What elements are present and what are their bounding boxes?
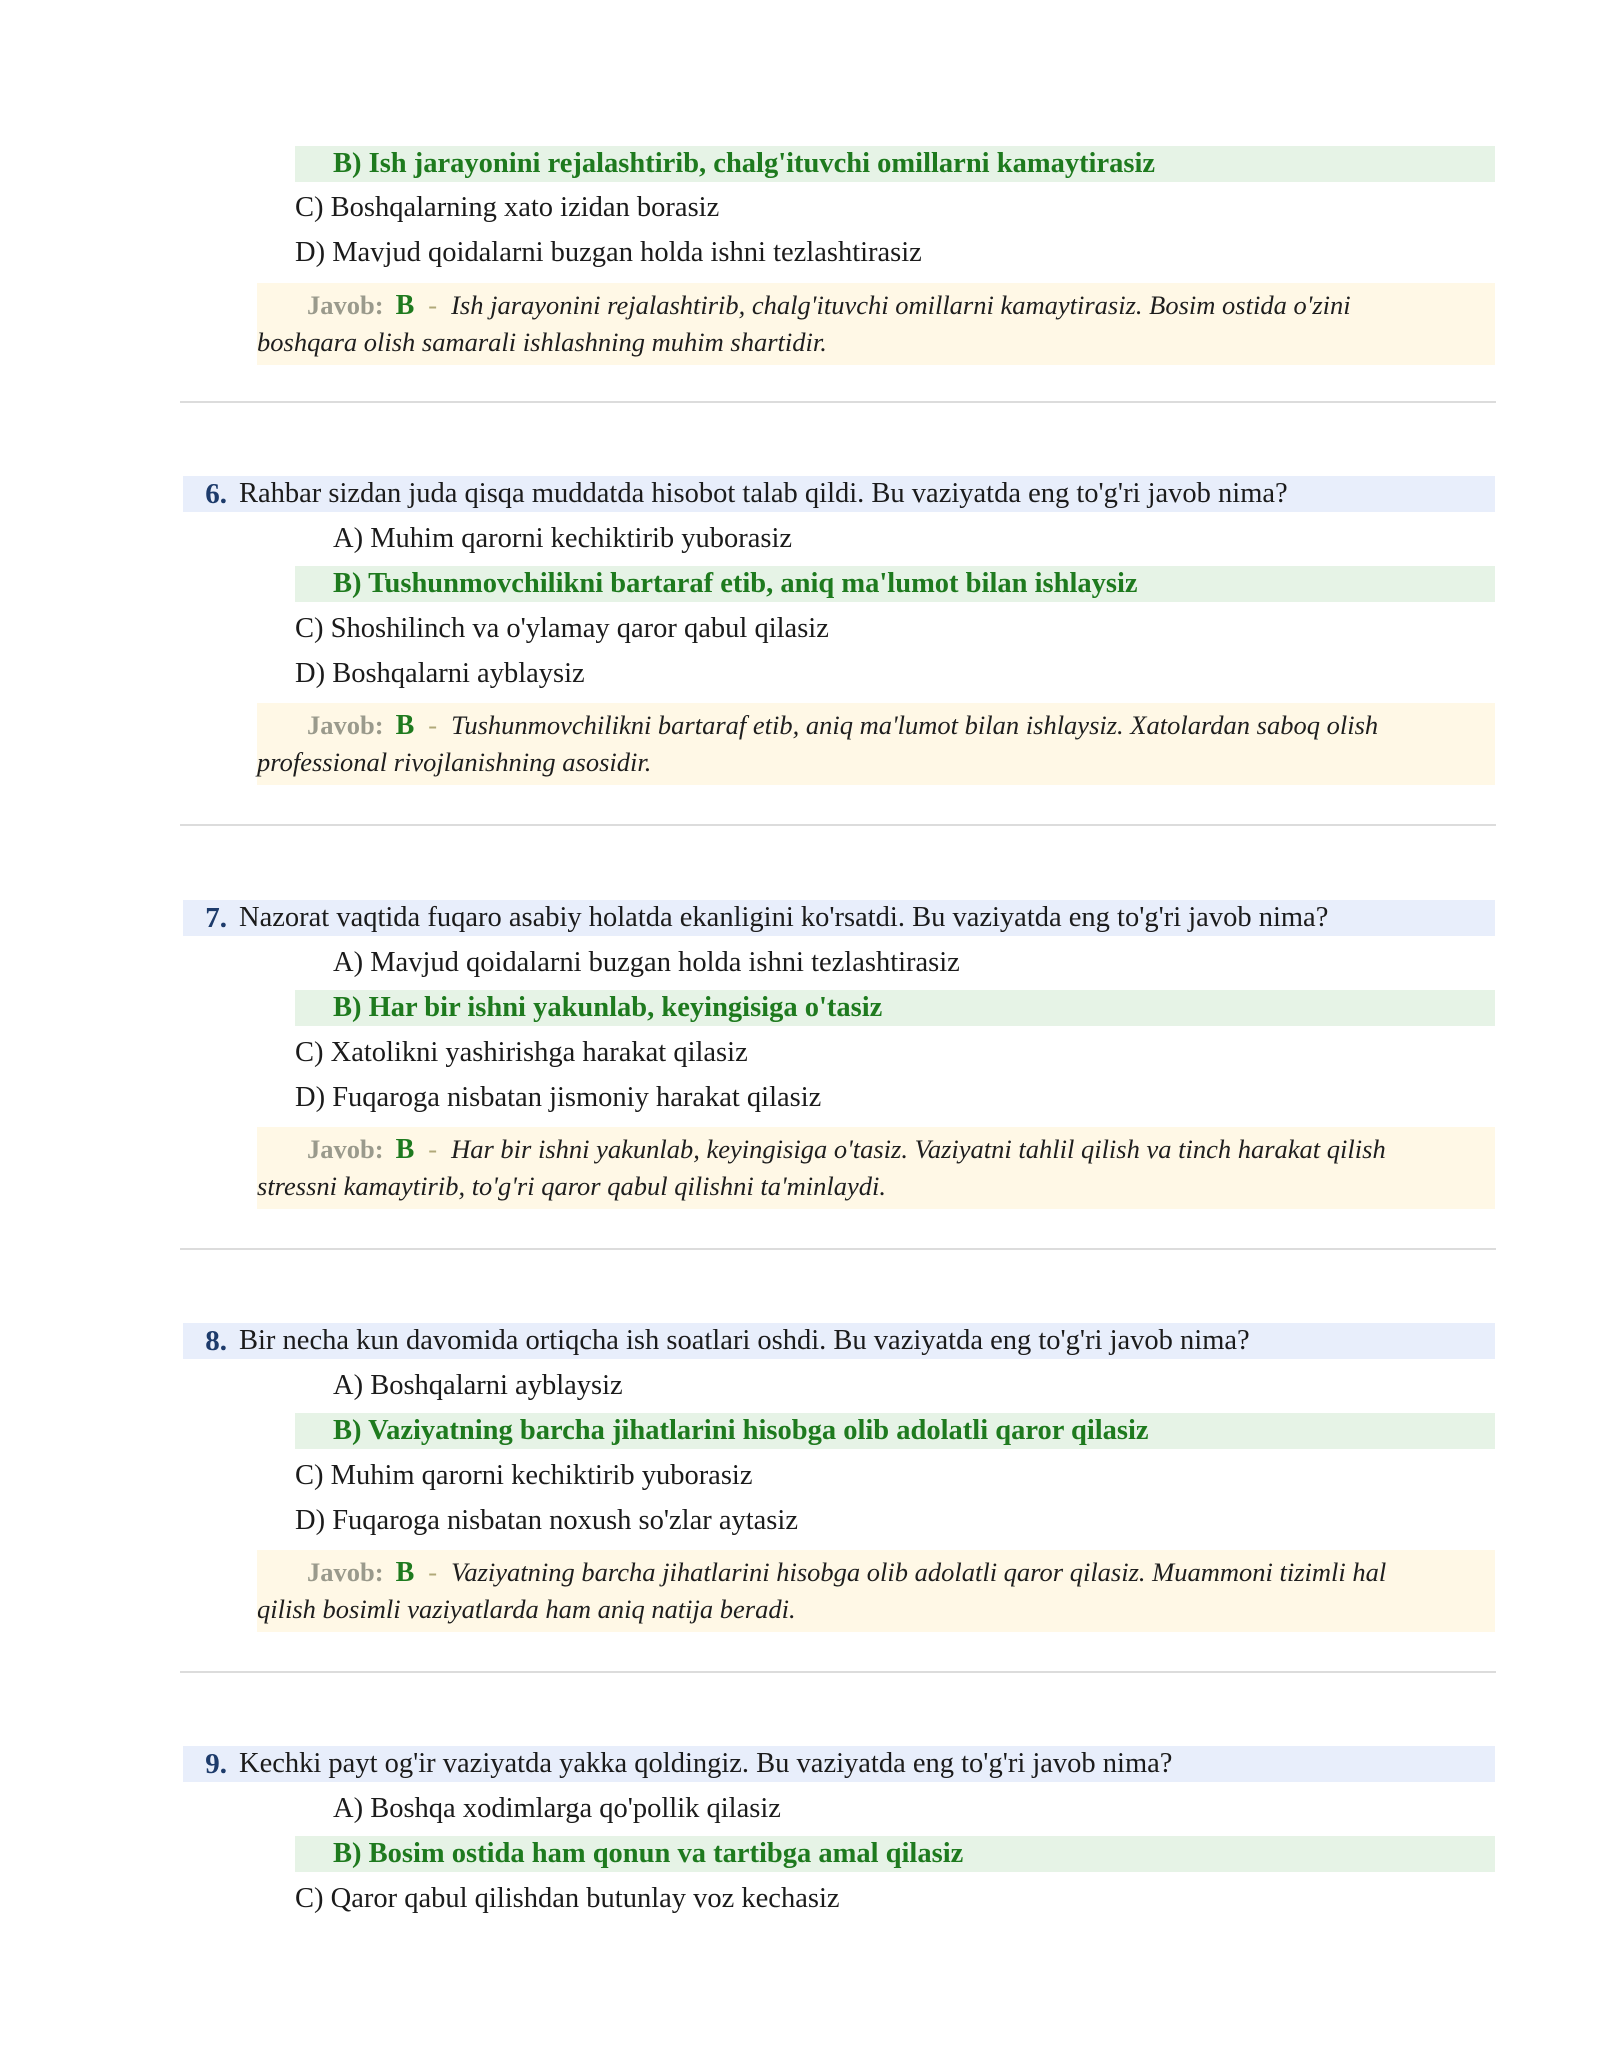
option-a: A) Mavjud qoidalarni buzgan holda ishni tezlashtirasiz — [333, 947, 960, 978]
question-text: Nazorat vaqtida fuqaro asabiy holatda ekanligini ko'rsatdi. Bu vaziyatda eng to'g'ri javob nima? — [239, 902, 1329, 933]
option-c: C) Xatolikni yashirishga harakat qilasiz — [295, 1037, 748, 1068]
option-d: D) Boshqalarni ayblaysiz — [295, 658, 585, 689]
divider — [180, 1671, 1496, 1673]
answer-line-1 — [257, 1131, 1495, 1168]
answer-label: Javob: — [307, 710, 384, 740]
answer-letter: B — [395, 1134, 415, 1165]
answer-line-1 — [257, 287, 1495, 324]
answer-line-1 — [257, 1554, 1495, 1591]
option-c: C) Boshqalarning xato izidan borasiz — [295, 192, 720, 223]
answer-box — [257, 1127, 1495, 1209]
answer-line-1 — [257, 707, 1495, 744]
answer-text-line-2: qilish bosimli vaziyatlarda ham aniq natija beradi. — [257, 1594, 796, 1624]
question-9 — [183, 1746, 1495, 1926]
answer-dash: - — [428, 710, 438, 740]
answer-label: Javob: — [307, 290, 384, 320]
question-line — [183, 900, 1495, 936]
question-text: Rahbar sizdan juda qisqa muddatda hisobot talab qildi. Bu vaziyatda eng to'g'ri javob nima? — [239, 478, 1288, 509]
question-6 — [183, 476, 1495, 786]
answer-dash: - — [428, 1557, 438, 1587]
answer-text-line-1: Vaziyatning barcha jihatlarini hisobga olib adolatli qaror qilasiz. Muammoni tizimli hal — [451, 1557, 1387, 1587]
option-a: A) Boshqalarni ayblaysiz — [333, 1370, 623, 1401]
answer-text-line-1: Har bir ishni yakunlab, keyingisiga o'tasiz. Vaziyatni tahlil qilish va tinch harakat qilish — [451, 1134, 1386, 1164]
option-c: C) Qaror qabul qilishdan butunlay voz kechasiz — [295, 1883, 840, 1914]
question-number: 7. — [205, 902, 227, 934]
question-number: 6. — [205, 478, 227, 510]
answer-text-line-1: Ish jarayonini rejalashtirib, chalg'ituvchi omillarni kamaytirasiz. Bosim ostida o'zini — [451, 290, 1351, 320]
answer-label: Javob: — [307, 1134, 384, 1164]
answer-text-line-1: Tushunmovchilikni bartaraf etib, aniq ma'lumot bilan ishlaysiz. Xatolardan saboq olish — [451, 710, 1379, 740]
answer-letter: B — [395, 1557, 415, 1588]
option-d: D) Fuqaroga nisbatan jismoniy harakat qilasiz — [295, 1082, 822, 1113]
answer-letter: B — [395, 290, 415, 321]
answer-label: Javob: — [307, 1557, 384, 1587]
question-number: 8. — [205, 1325, 227, 1357]
answer-letter: B — [395, 710, 415, 741]
option-a: A) Muhim qarorni kechiktirib yuborasiz — [333, 523, 793, 554]
question-number: 9. — [205, 1748, 227, 1780]
divider — [180, 824, 1496, 826]
answer-dash: - — [428, 1134, 438, 1164]
answer-text-line-2: boshqara olish samarali ishlashning muhim shartidir. — [257, 327, 827, 357]
correct-option: B) Ish jarayonini rejalashtirib, chalg'ituvchi omillarni kamaytirasiz — [295, 146, 1495, 182]
correct-option: B) Vaziyatning barcha jihatlarini hisobga olib adolatli qaror qilasiz — [295, 1413, 1495, 1449]
answer-dash: - — [428, 290, 438, 320]
divider — [180, 401, 1496, 403]
answer-box — [257, 1550, 1495, 1632]
question-8 — [183, 1323, 1495, 1633]
question-7 — [183, 900, 1495, 1210]
question-line — [183, 476, 1495, 512]
answer-text-line-2: stressni kamaytirib, to'g'ri qaror qabul qilishni ta'minlaydi. — [257, 1171, 886, 1201]
question-text: Bir necha kun davomida ortiqcha ish soatlari oshdi. Bu vaziyatda eng to'g'ri javob nima? — [239, 1325, 1250, 1356]
question-line — [183, 1323, 1495, 1359]
correct-option: B) Tushunmovchilikni bartaraf etib, aniq ma'lumot bilan ishlaysiz — [295, 566, 1495, 602]
option-c: C) Muhim qarorni kechiktirib yuborasiz — [295, 1460, 753, 1491]
divider — [180, 1248, 1496, 1250]
answer-text-line-2: professional rivojlanishning asosidir. — [257, 747, 652, 777]
option-a: A) Boshqa xodimlarga qo'pollik qilasiz — [333, 1793, 781, 1824]
option-d: D) Mavjud qoidalarni buzgan holda ishni tezlashtirasiz — [295, 237, 922, 268]
question-5-fragment — [183, 146, 1495, 366]
question-line — [183, 1746, 1495, 1782]
question-text: Kechki payt og'ir vaziyatda yakka qoldingiz. Bu vaziyatda eng to'g'ri javob nima? — [239, 1748, 1173, 1779]
correct-option: B) Bosim ostida ham qonun va tartibga amal qilasiz — [295, 1836, 1495, 1872]
correct-option: B) Har bir ishni yakunlab, keyingisiga o'tasiz — [295, 990, 1495, 1026]
answer-box — [257, 703, 1495, 785]
option-c: C) Shoshilinch va o'ylamay qaror qabul qilasiz — [295, 613, 829, 644]
option-d: D) Fuqaroga nisbatan noxush so'zlar aytasiz — [295, 1505, 798, 1536]
answer-box — [257, 283, 1495, 365]
